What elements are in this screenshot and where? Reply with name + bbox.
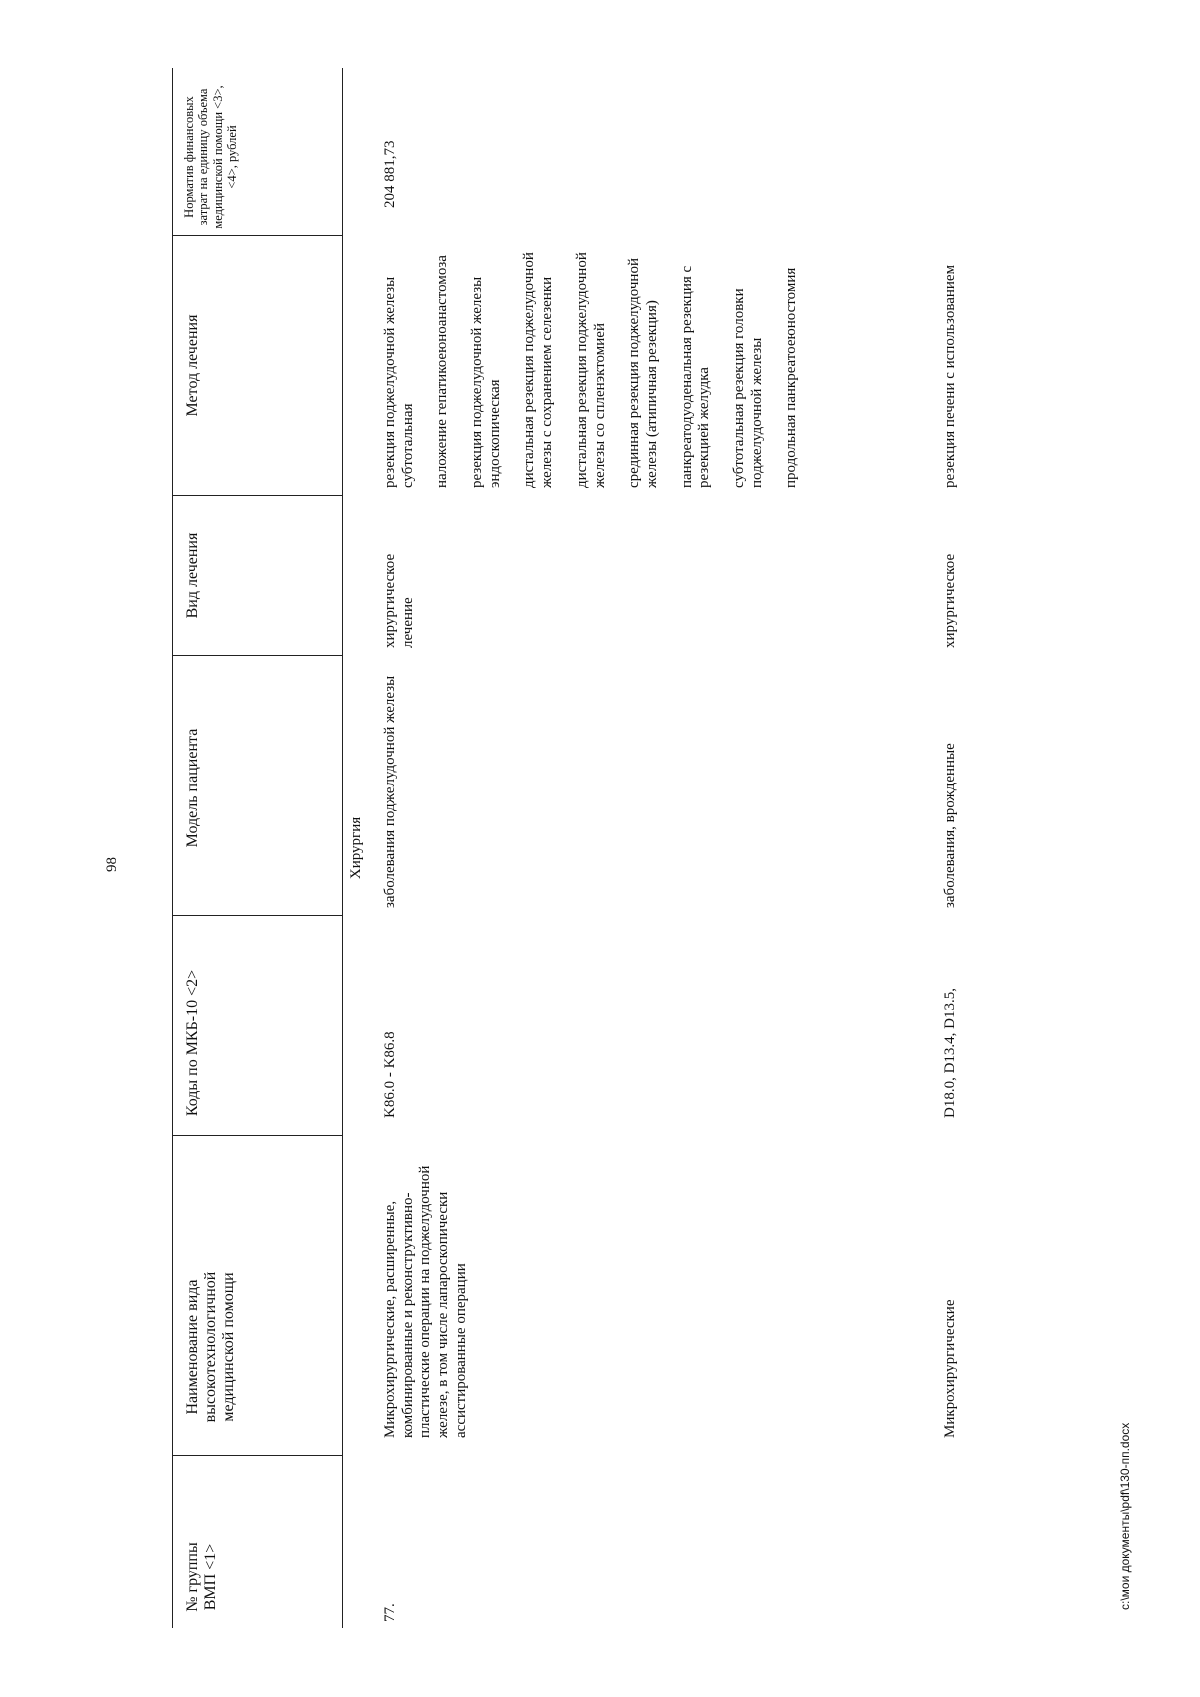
next-row-patient-model: заболевания, врожденные (942, 743, 958, 908)
row77-number: 77. (382, 1603, 398, 1622)
column-divider (172, 235, 342, 236)
method-item: наложение гепатикоеюноанастомоза (434, 255, 451, 488)
row77-treatment-type: хирургическое лечение (382, 553, 416, 648)
row77-codes: K86.0 - K86.8 (382, 1031, 398, 1118)
column-divider (172, 655, 342, 656)
row77-name: Микрохирургические, расширенные, комбинированные и реконструктивно-пластические операции на поджелудочной железе, в том числе лапароскопически ассистированные операции (382, 1165, 469, 1438)
table-top-rule (172, 68, 173, 1628)
column-divider (172, 495, 342, 496)
method-item: дистальная резекция поджелудочной железы с сохранением селезенки (521, 252, 556, 488)
next-row-method: резекция печени с использованием (942, 264, 958, 488)
header-care-type-name: Наименование вида высокотехнологичной медицинской помощи (184, 1271, 237, 1423)
next-row-name: Микрохирургические (942, 1299, 958, 1438)
header-icd-codes: Коды по МКБ-10 <2> (184, 969, 201, 1117)
header-cost-norm: Норматив финансовых затрат на единицу объема медицинской помощи <3>, <4>, рублей (182, 85, 240, 229)
row77-methods (382, 238, 818, 488)
column-divider (172, 1455, 342, 1456)
method-item: продольная панкреатоеюностомия (783, 267, 800, 488)
method-item: резекция поджелудочной железы эндоскопическая (469, 276, 503, 488)
method-item: резекция поджелудочной железы субтотальная (382, 276, 416, 488)
next-row-treatment-type: хирургическое (942, 553, 958, 648)
header-group-number: № группы ВМП <1> (184, 1542, 219, 1612)
header-treatment-method: Метод лечения (184, 314, 201, 417)
row77-cost-norm: 204 881,73 (382, 140, 398, 208)
row77-patient-model: заболевания поджелудочной железы (382, 675, 398, 908)
section-title: Хирургия (348, 816, 364, 880)
method-item: дистальная резекция поджелудочной железы со спленэктомией (573, 252, 608, 488)
method-item: панкреатодуоденальная резекция с резекцией желудка (678, 265, 713, 488)
method-item: субтотальная резекция головки поджелудочной железы (730, 288, 765, 488)
column-divider (172, 1135, 342, 1136)
rotated-table (172, 68, 1002, 1628)
next-row-codes: D18.0, D13.4, D13.5, (942, 988, 958, 1118)
page-number: 98 (104, 857, 120, 872)
footer-file-path: c:\мои документы\pdf\130-пп.docx (1118, 1422, 1132, 1610)
column-divider (172, 915, 342, 916)
method-item: срединная резекция поджелудочной железы (атипичная резекция) (626, 258, 660, 488)
header-patient-model: Модель пациента (184, 728, 201, 848)
header-treatment-type: Вид лечения (184, 532, 201, 619)
